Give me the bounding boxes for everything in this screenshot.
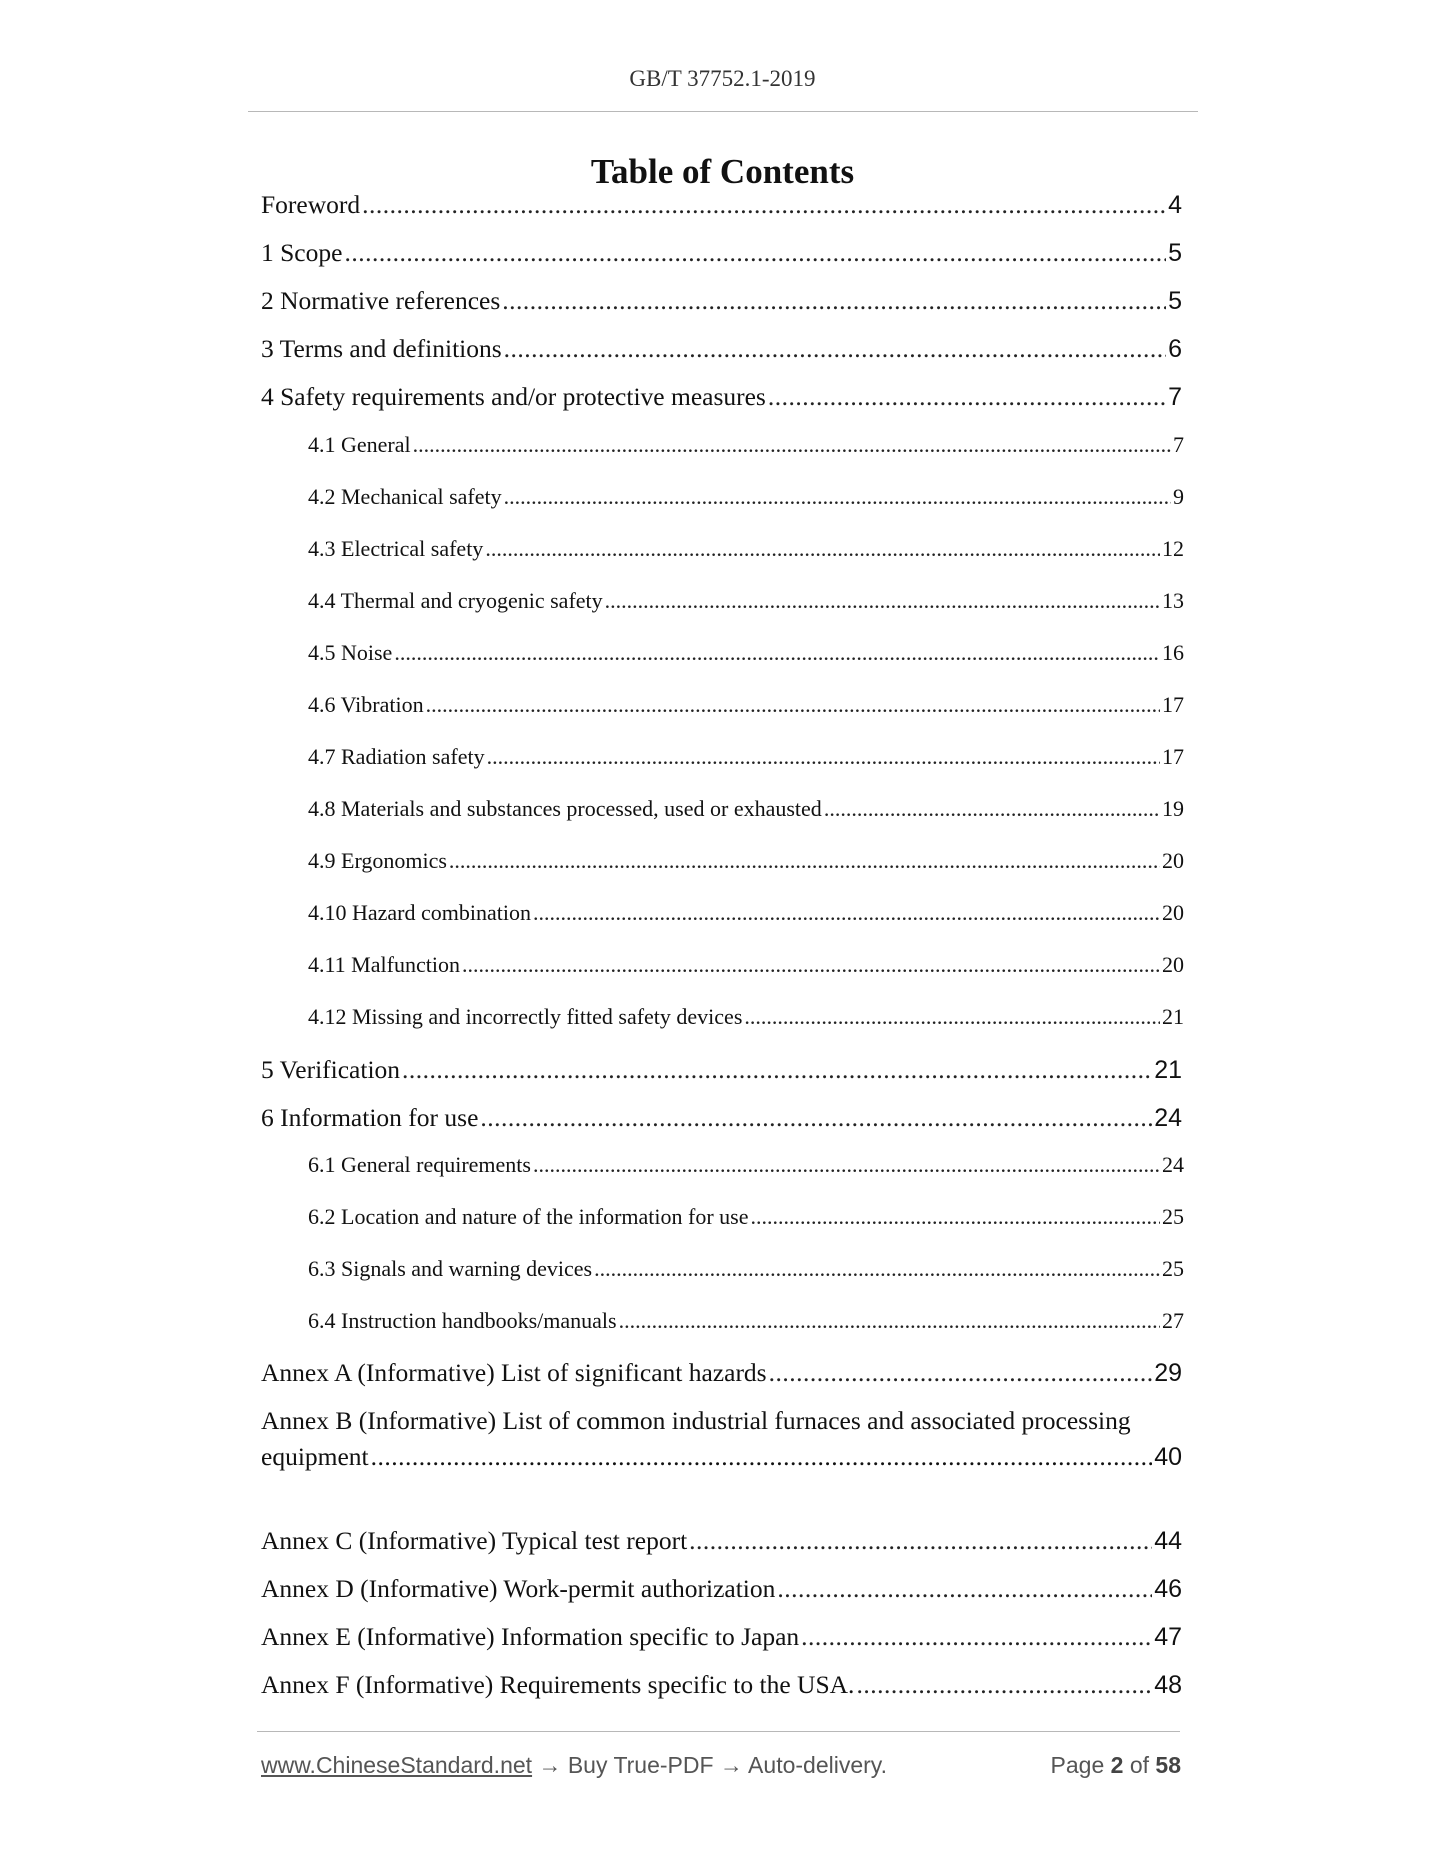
leader-dots (744, 1004, 1160, 1030)
leader-dots (769, 1358, 1153, 1388)
toc-entry-page: 21 (1162, 1004, 1184, 1029)
toc-entry-label: 4.12 Missing and incorrectly fitted safety devices (308, 1004, 743, 1029)
toc-entry-page: 20 (1162, 952, 1184, 977)
toc-entry-label: 4.6 Vibration (308, 692, 424, 717)
toc-entry-6-4[interactable] (308, 1308, 1184, 1334)
toc-entry-label: 6.2 Location and nature of the information for use (308, 1204, 749, 1229)
toc-entry-label-line1 (261, 1406, 1182, 1436)
toc-entry-page: 29 (1154, 1359, 1182, 1387)
toc-entry-label: 4.9 Ergonomics (308, 848, 447, 873)
toc-entry-page: 19 (1162, 796, 1184, 821)
toc-entry-annex-b[interactable] (261, 1406, 1182, 1472)
document-code: GB/T 37752.1-2019 (629, 66, 816, 91)
leader-dots (605, 588, 1160, 614)
toc-entry-label: 6.1 General requirements (308, 1152, 531, 1177)
toc-entry-label: 4.5 Noise (308, 640, 393, 665)
toc-entry-label: 6.4 Instruction handbooks/manuals (308, 1308, 617, 1333)
toc-entry-foreword[interactable] (261, 190, 1182, 220)
toc-entry-label: 4 Safety requirements and/or protective measures (261, 382, 766, 411)
toc-entry-label: 4.8 Materials and substances processed, used or exhausted (308, 796, 822, 821)
toc-entry-scope[interactable] (261, 238, 1182, 268)
promo-text: → Buy True-PDF → Auto-delivery. (532, 1752, 887, 1778)
leader-dots (504, 484, 1171, 510)
toc-entry-page: 7 (1168, 383, 1182, 411)
leader-dots (594, 1256, 1160, 1282)
toc-entry-page: 27 (1162, 1308, 1184, 1333)
toc-entry-page: 4 (1168, 191, 1182, 219)
toc-entry-label: 3 Terms and definitions (261, 334, 502, 363)
toc-entry-page: 25 (1162, 1204, 1184, 1229)
toc-entry-label: 4.4 Thermal and cryogenic safety (308, 588, 603, 613)
toc-entry-page: 6 (1168, 335, 1182, 363)
toc-entry-page: 12 (1162, 536, 1184, 561)
page-of: of (1123, 1752, 1156, 1778)
toc-entry-label: 4.10 Hazard combination (308, 900, 531, 925)
toc-entry-page: 24 (1162, 1152, 1184, 1177)
toc-entry-page: 48 (1154, 1671, 1182, 1699)
toc-entry-4-3[interactable] (308, 536, 1184, 562)
toc-entry-page: 44 (1154, 1527, 1182, 1555)
leader-dots (619, 1308, 1160, 1334)
toc-entry-label: 4.2 Mechanical safety (308, 484, 502, 509)
toc-entry-page: 25 (1162, 1256, 1184, 1281)
toc-entry-4-8[interactable] (308, 796, 1184, 822)
toc-entry-terms-definitions[interactable] (261, 334, 1182, 364)
toc-entry-4-1[interactable] (308, 432, 1184, 458)
toc-entry-label: Foreword (261, 190, 361, 219)
toc-entry-normative-references[interactable] (261, 286, 1182, 316)
toc-entry-information-for-use[interactable] (261, 1103, 1182, 1133)
toc-entry-4-10[interactable] (308, 900, 1184, 926)
toc-entry-page: 47 (1154, 1623, 1182, 1651)
page-number (1051, 1752, 1181, 1779)
toc-entry-page: 13 (1162, 588, 1184, 613)
leader-dots (449, 848, 1160, 874)
toc-entry-6-3[interactable] (308, 1256, 1184, 1282)
toc-entry-page: 7 (1173, 432, 1184, 457)
leader-dots (402, 1055, 1152, 1085)
toc-entry-4-4[interactable] (308, 588, 1184, 614)
toc-entry-4-2[interactable] (308, 484, 1184, 510)
leader-dots (801, 1622, 1152, 1652)
toc-entry-annex-f[interactable] (261, 1670, 1182, 1700)
toc-entry-4-7[interactable] (308, 744, 1184, 770)
toc-entry-annex-d[interactable] (261, 1574, 1182, 1604)
toc-entry-label: 4.1 General (308, 432, 411, 457)
toc-entry-page: 46 (1154, 1575, 1182, 1603)
toc-entry-page: 20 (1162, 848, 1184, 873)
page-footer (261, 1752, 1181, 1779)
leader-dots (480, 1103, 1152, 1133)
leader-dots (824, 796, 1160, 822)
toc-entry-label: 6.3 Signals and warning devices (308, 1256, 593, 1281)
leader-dots (485, 536, 1160, 562)
toc-entry-page: 9 (1173, 484, 1184, 509)
toc-entry-annex-e[interactable] (261, 1622, 1182, 1652)
toc-entry-label: Annex E (Informative) Information specific to Japan (261, 1622, 800, 1651)
toc-entry-page: 16 (1162, 640, 1184, 665)
footer-divider (257, 1731, 1180, 1732)
current-page: 2 (1110, 1752, 1124, 1778)
toc-entry-page: 17 (1162, 692, 1184, 717)
toc-entry-label: 2 Normative references (261, 286, 501, 315)
toc-entry-page: 40 (1154, 1443, 1182, 1471)
leader-dots (371, 1442, 1153, 1472)
toc-entry-annex-a[interactable] (261, 1358, 1182, 1388)
leader-dots (362, 190, 1166, 220)
toc-entry-label: 1 Scope (261, 238, 343, 267)
leader-dots (768, 382, 1166, 412)
toc-entry-annex-c[interactable] (261, 1526, 1182, 1556)
toc-entry-label: Annex F (Informative) Requirements specific to the USA. (261, 1670, 855, 1699)
leader-dots (856, 1670, 1152, 1700)
toc-entry-page: 17 (1162, 744, 1184, 769)
page-title: Table of Contents (590, 152, 855, 191)
leader-dots (777, 1574, 1152, 1604)
toc-entry-label-line2-row (261, 1442, 1182, 1472)
header-divider (248, 111, 1198, 112)
footer-promo (261, 1752, 887, 1779)
toc-entry-page: 21 (1154, 1056, 1182, 1084)
toc-entry-label: 6 Information for use (261, 1103, 479, 1132)
toc-entry-verification[interactable] (261, 1055, 1182, 1085)
leader-dots (394, 640, 1160, 666)
toc-entry-page: 20 (1162, 900, 1184, 925)
toc-entry-label: 4.11 Malfunction (308, 952, 460, 977)
leader-dots (462, 952, 1160, 978)
toc-entry-label: 4.7 Radiation safety (308, 744, 485, 769)
leader-dots (533, 900, 1160, 926)
toc-entry-4-5[interactable] (308, 640, 1184, 666)
toc-entry-label: Annex D (Informative) Work-permit authorization (261, 1574, 776, 1603)
leader-dots (750, 1204, 1160, 1230)
toc-entry-6-1[interactable] (308, 1152, 1184, 1178)
toc-entry-page: 5 (1168, 239, 1182, 267)
page-prefix: Page (1050, 1752, 1111, 1778)
toc-entry-label: Annex B (Informative) List of common industrial furnaces and associated processing (261, 1406, 1131, 1435)
toc-entry-4-6[interactable] (308, 692, 1184, 718)
toc-entry-label: 4.3 Electrical safety (308, 536, 484, 561)
toc-entry-4-11[interactable] (308, 952, 1184, 978)
toc-entry-safety-requirements[interactable] (261, 382, 1182, 412)
leader-dots (487, 744, 1160, 770)
leader-dots (426, 692, 1160, 718)
toc-entry-4-9[interactable] (308, 848, 1184, 874)
toc-entry-label: Annex C (Informative) Typical test report (261, 1526, 688, 1555)
toc-entry-page: 5 (1168, 287, 1182, 315)
toc-entry-label: Annex A (Informative) List of significant hazards (261, 1358, 767, 1387)
leader-dots (502, 286, 1166, 316)
leader-dots (533, 1152, 1160, 1178)
leader-dots (413, 432, 1171, 458)
website-link[interactable]: www.ChineseStandard.net (261, 1752, 533, 1778)
leader-dots (344, 238, 1166, 268)
toc-entry-label: 5 Verification (261, 1055, 401, 1084)
toc-entry-label: equipment (261, 1442, 369, 1471)
leader-dots (504, 334, 1166, 364)
total-pages: 58 (1155, 1752, 1181, 1778)
toc-entry-4-12[interactable] (308, 1004, 1184, 1030)
leader-dots (689, 1526, 1152, 1556)
toc-entry-6-2[interactable] (308, 1204, 1184, 1230)
toc-entry-page: 24 (1154, 1104, 1182, 1132)
